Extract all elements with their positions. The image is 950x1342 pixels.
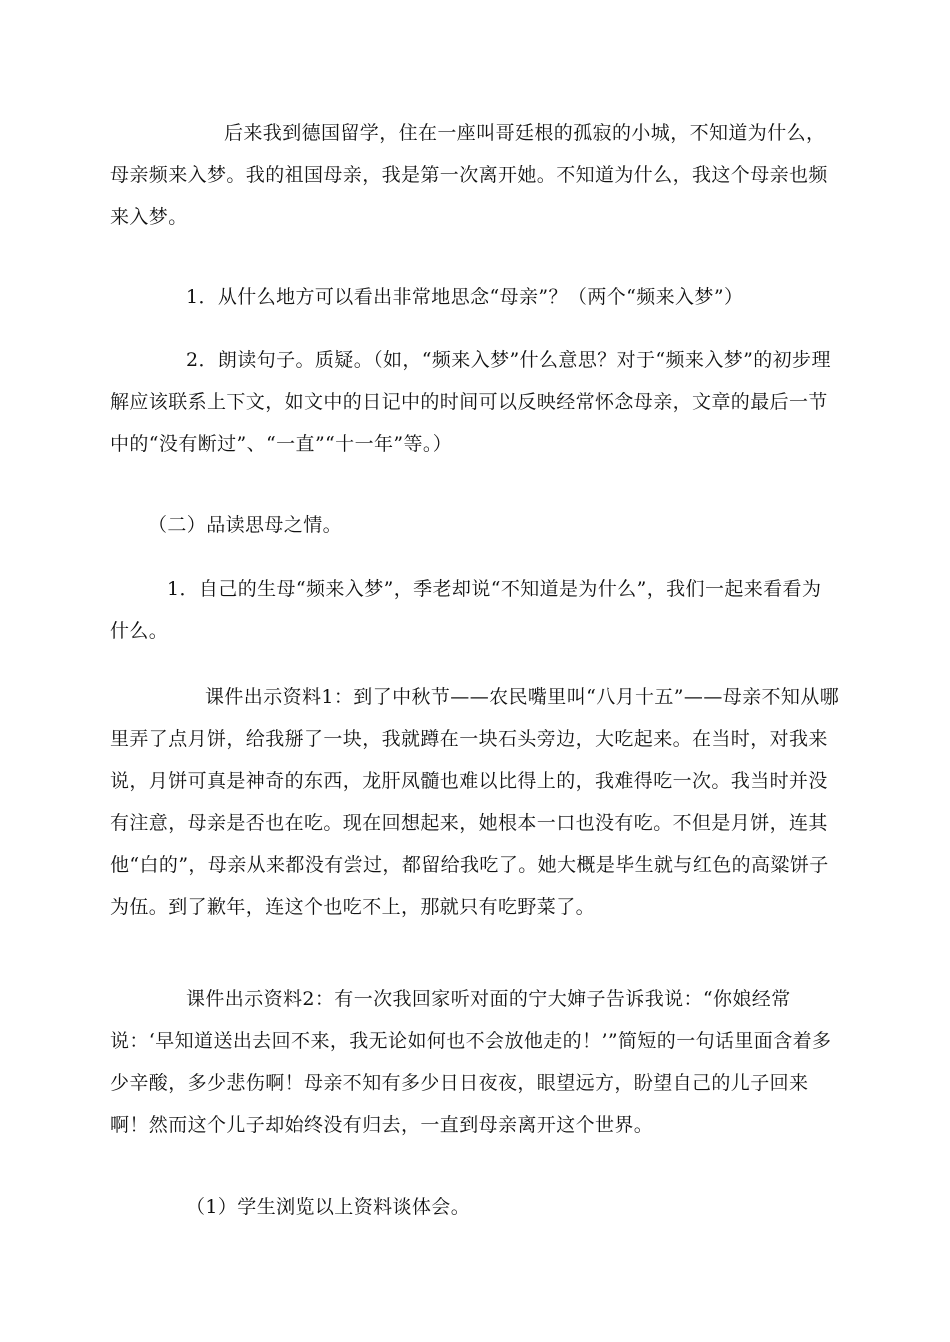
question-why: 1．自己的生母“频来入梦”，季老却说“不知道是为什么”，我们一起来看看为什么。 [110, 578, 822, 642]
student-activity: （1）学生浏览以上资料谈体会。 [186, 1196, 471, 1218]
question-1: 1．从什么地方可以看出非常地思念“母亲”？（两个“频来入梦”） [186, 286, 744, 308]
paragraph-homesick-dream: 后来我到德国留学，住在一座叫哥廷根的孤寂的小城，不知道为什么，母亲频来入梦。我的祖国母亲，我是第一次离开她。不知道为什么，我这个母亲也频来入梦。 [110, 122, 828, 228]
material-1: 课件出示资料1：到了中秋节——农民嘴里叫“八月十五”——母亲不知从哪里弄了点月饼，给我掰了一块，我就蹲在一块石头旁边，大吃起来。在当时，对我来说，月饼可真是神奇的东西，龙肝凤髓也难以比得上的，我难得吃一次。我当时并没有注意，母亲是否也在吃。现在回想起来，她根本一口也没有吃。不但是月饼，连其他“白的”，母亲从来都没有尝过，都留给我吃了。她大概是毕生就与红色的高粱饼子为伍。到了歉年，连这个也吃不上，那就只有吃野菜了。 [110, 686, 840, 918]
section-heading: （二）品读思母之情。 [148, 514, 343, 536]
material-2: 课件出示资料2：有一次我回家听对面的宁大婶子告诉我说：“你娘经常说：‘早知道送出去回不来，我无论如何也不会放他走的！’”简短的一句话里面含着多少辛酸，多少悲伤啊！母亲不知有多少日日夜夜，眼望远方，盼望自己的儿子回来啊！然而这个儿子却始终没有归去，一直到母亲离开这个世界。 [110, 988, 832, 1136]
question-2: 2．朗读句子。质疑。（如，“频来入梦”什么意思？对于“频来入梦”的初步理解应该联系上下文，如文中的日记中的时间可以反映经常怀念母亲，文章的最后一节中的“没有断过”、“一直”“十一年”等。） [110, 349, 831, 455]
